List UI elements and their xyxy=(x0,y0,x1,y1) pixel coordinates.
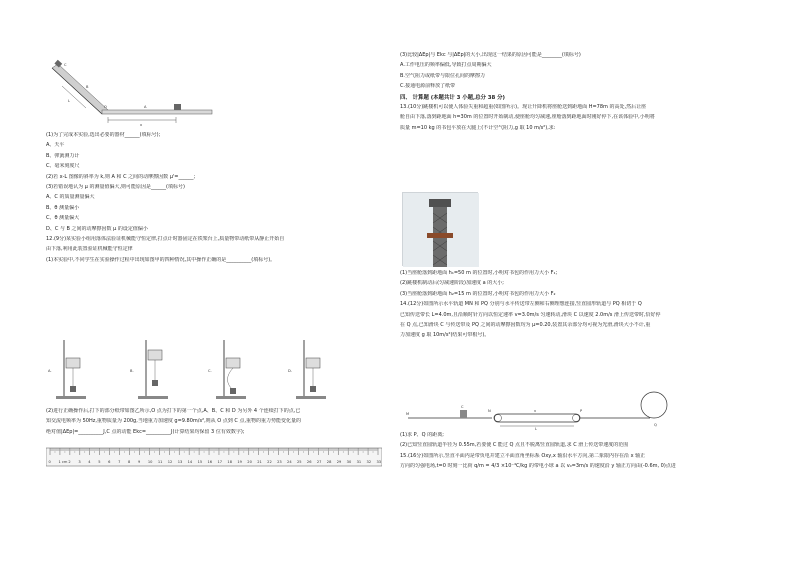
right-column xyxy=(400,52,748,135)
label-x: x xyxy=(140,123,143,127)
q12-part2-line1: (2)进行正确操作后,打下的部分纸带如图乙所示,O 点为打下的第一个点,A、B、C 和 D 为另外 4 个连续打下的点,已 xyxy=(46,408,301,414)
r-q3-text: (3)比较|ΔEp|与 Ekc 与|ΔEp|的大小,出现这一结果的原因可能是________(填标号) xyxy=(400,52,581,58)
label-m: M xyxy=(406,412,410,416)
apparatus-figures xyxy=(46,336,382,406)
ruler-tick-label: 5 xyxy=(98,460,101,464)
apparatus-a xyxy=(48,340,86,399)
q3-text: (3)若错误地认为 μ 的测量值偏大,则可能原因是______(填标号) xyxy=(46,183,185,190)
label-c-block: C xyxy=(461,405,464,409)
q13-part3: (3)当座舱落到距地面 h₂=15 m 的位置时,小明对书包的作用力大小 F₂ xyxy=(400,290,556,297)
label-p: P xyxy=(580,409,583,413)
ruler-tick-label: 14 xyxy=(187,460,193,464)
apparatus-b-label: B. xyxy=(130,369,134,373)
ruler-unit: cm xyxy=(61,460,68,464)
q12-intro-1: 12.(9分)某实验小组用落体法验证机械能守恒定律,打点计时器固定在铁架台上,质量物带动纸带从静止开始自 xyxy=(46,235,285,242)
apparatus-d xyxy=(288,340,326,399)
ruler-tick-label: 2 xyxy=(68,460,71,464)
q14-line2: 已知传送带长 L=4.0m,且沿顺时针方向以恒定速率 v=3.0m/s 匀速转动,滑块 C 以速度 2.0m/s 滑上传送带时,恰好停 xyxy=(400,311,661,318)
q1-option-b: B、弹簧测力计 xyxy=(46,152,80,159)
right-column-lower xyxy=(400,432,748,474)
q3-option-b: B、θ 测量偏小 xyxy=(46,204,80,211)
q15-line1: 15.(16分)如图所示,竖直平面内是带负电并建立平面直角坐标系 Oxy,x 轴沿水平方向,第二象限内存在沿 x 轴正 xyxy=(400,452,646,459)
ruler-tick-label: 21 xyxy=(257,460,262,464)
q13-part1: (1)当座舱落到距地面 h₁=50 m 的位置时,小明对书包的作用力大小 F₁; xyxy=(400,270,558,276)
ruler-tick-label: 10 xyxy=(147,460,153,464)
q3-option-a: A、C 的质量测量偏大 xyxy=(46,194,95,201)
ruler-tick-label: 8 xyxy=(128,460,131,464)
ruler-tick-label: 12 xyxy=(167,460,173,464)
apparatus-c xyxy=(208,340,246,399)
q12-intro-2: 由下落,利用此装置验证机械能守恒定律 xyxy=(46,246,133,253)
q14-line1: 14.(12分)如图所示水平轨道 MN 和 PQ 分别与水平传送带左侧和右侧理想连接,竖直圆形轨道与 PQ 相切于 Q xyxy=(400,301,642,308)
ruler-tick-label: 27 xyxy=(316,460,322,464)
q14-line4: 力加速度 g 取 10m/s²(结果可带根号)。 xyxy=(400,332,490,339)
label-l: L xyxy=(535,427,538,430)
label-v: v xyxy=(534,409,537,413)
q12-part2-line2: 知交流电频率为 50Hz,重物质量为 200g,当地重力加速度 g=9.80m/s²,则从 O 点到 C 点,重物的重力势能变化量的 xyxy=(46,418,302,425)
ruler-tick-label: 20 xyxy=(247,460,252,464)
ruler-tick-label: 19 xyxy=(237,460,242,464)
label-a: A xyxy=(144,105,147,109)
ruler-tick-label: 23 xyxy=(277,460,282,464)
q13-part2: (2)跳楼机制动后(匀减速阶段)加速度 a 的大小; xyxy=(400,280,504,287)
ruler-tick-label: 16 xyxy=(207,460,213,464)
apparatus-b xyxy=(130,340,168,399)
ruler-tick-label: 11 xyxy=(157,460,163,464)
ruler-tick-label: 31 xyxy=(356,460,362,464)
q3-option-c: C、θ 测量偏大 xyxy=(46,215,80,222)
q13-line2: 舱自由下落,落到距地面 h=30m 的位置时开始制动,使座舱均匀减速,座舱落到距地面时刚好停下,在该体验中,小明将 xyxy=(400,114,655,121)
label-q: Q xyxy=(654,423,657,427)
drop-tower-illustration xyxy=(403,193,479,267)
q2-text: (2)若 x-L 图像的斜率为 k,则 A 和 C 之间的动摩擦因数 μ'=______; xyxy=(46,173,196,180)
q12-part2-line3: 绝对值|ΔEp|=__________J,C 点的动能 Ekc=__________J(计算结果均保留 3 位有效数字); xyxy=(46,428,245,435)
ruler-tick-label: 18 xyxy=(227,460,232,464)
ruler-tick-label: 3 xyxy=(78,460,81,464)
drop-tower-photo xyxy=(402,192,478,266)
apparatus-a-label: A. xyxy=(48,369,52,373)
q3-option-d: D、C 与 B 之间的动摩擦因数 μ 的设定值偏小 xyxy=(46,225,148,232)
label-l: L xyxy=(68,99,71,103)
r-q3-option-a: A.工作电压的频率偏低,导致打点周期偏大 xyxy=(400,62,492,69)
q14-line3: 在 Q 点,已知滑块 C 与传送带及 PQ 之间的动摩擦因数均为 μ=0.20,装置其余部分均可视为光滑,滑块大小不计,重 xyxy=(400,321,651,328)
apparatus-d-label: D. xyxy=(288,369,292,373)
tape-ruler xyxy=(46,444,382,472)
q15-line2: 方向的匀强电场,t=0 时刻一比荷 q/m = 4/3 ×10⁻⁴C/kg 的带电小球 a 以 v₀=3m/s 的速度沿 y 轴正方向由(-0.6m, 0)点进 xyxy=(400,463,676,470)
right-column-mid xyxy=(400,270,748,343)
q1-option-c: C、毫米刻度尺 xyxy=(46,163,80,170)
ruler-tick-label: 17 xyxy=(217,460,223,464)
ruler-tick-label: 26 xyxy=(306,460,312,464)
q14-part1: (1)求 P、Q 的距离; xyxy=(400,432,444,438)
q12-part1: (1)本实验中,不同学生在实验操作过程中出现如图甲的四种情况,其中操作正确的是__________(填标号)。 xyxy=(46,256,276,263)
ruler-tick-label: 9 xyxy=(137,460,141,464)
conveyor-belt xyxy=(494,414,580,422)
apparatus-c-label: C. xyxy=(208,369,212,373)
label-n: N xyxy=(488,409,491,413)
ruler-tick-label: 4 xyxy=(88,460,91,464)
r-q3-option-b: B.空气阻力或纸带与限位孔间的摩擦力 xyxy=(400,72,486,79)
q14-part2: (2)已知竖直圆轨道半径为 0.55m,若要使 C 能过 Q 点且不脱离竖直圆轨道,求 C 滑上传送带速度的范围 xyxy=(400,442,629,449)
label-c: C xyxy=(64,63,67,67)
ruler-tick-label: 30 xyxy=(346,460,352,464)
ruler-tick-label: 1 xyxy=(58,460,61,464)
ruler-tick-label: 32 xyxy=(366,460,372,464)
r-q3-option-c: C.接通电源前释放了纸带 xyxy=(400,83,456,90)
ruler-tick-label: 28 xyxy=(326,460,332,464)
ruler-tick-label: 13 xyxy=(177,460,183,464)
ruler-tick-label: 6 xyxy=(108,460,111,464)
left-column xyxy=(46,132,382,267)
q13-line3: 质量 m=10 kg 的书包平放在大腿上(不计空气阻力,g 取 10 m/s²),求: xyxy=(400,124,556,131)
ruler-tick-label: 24 xyxy=(287,460,292,464)
section-4-heading: 四、 计算题 (本题共计 3 小题,总分 38 分) xyxy=(400,94,505,101)
q13-line1: 13.(10分)跳楼机可以使人体验失重和超重(如图所示)。现让升降机将座舱送到距地面 H=78m 的高处,然后让座 xyxy=(400,103,647,110)
incline-track-figure xyxy=(46,58,216,128)
ruler-tick-label: 15 xyxy=(197,460,203,464)
ruler-tick-label: 33 xyxy=(376,460,382,464)
left-column-lower xyxy=(46,408,382,439)
label-o: O xyxy=(104,105,107,109)
ruler-tick-label: 22 xyxy=(267,460,272,464)
ruler-tick-label: 0 xyxy=(48,460,51,464)
conveyor-figure xyxy=(400,390,748,430)
ruler-tick-label: 7 xyxy=(118,460,121,464)
block-c xyxy=(460,410,467,418)
q1-text: (1)为了完成本实验,选出必要的器材______(填标号); xyxy=(46,132,161,138)
q1-option-a: A、天平 xyxy=(46,142,65,149)
ruler-tick-label: 29 xyxy=(336,460,342,464)
ruler-tick-label: 25 xyxy=(296,460,302,464)
vertical-loop xyxy=(641,392,667,418)
label-b: B xyxy=(86,85,89,89)
